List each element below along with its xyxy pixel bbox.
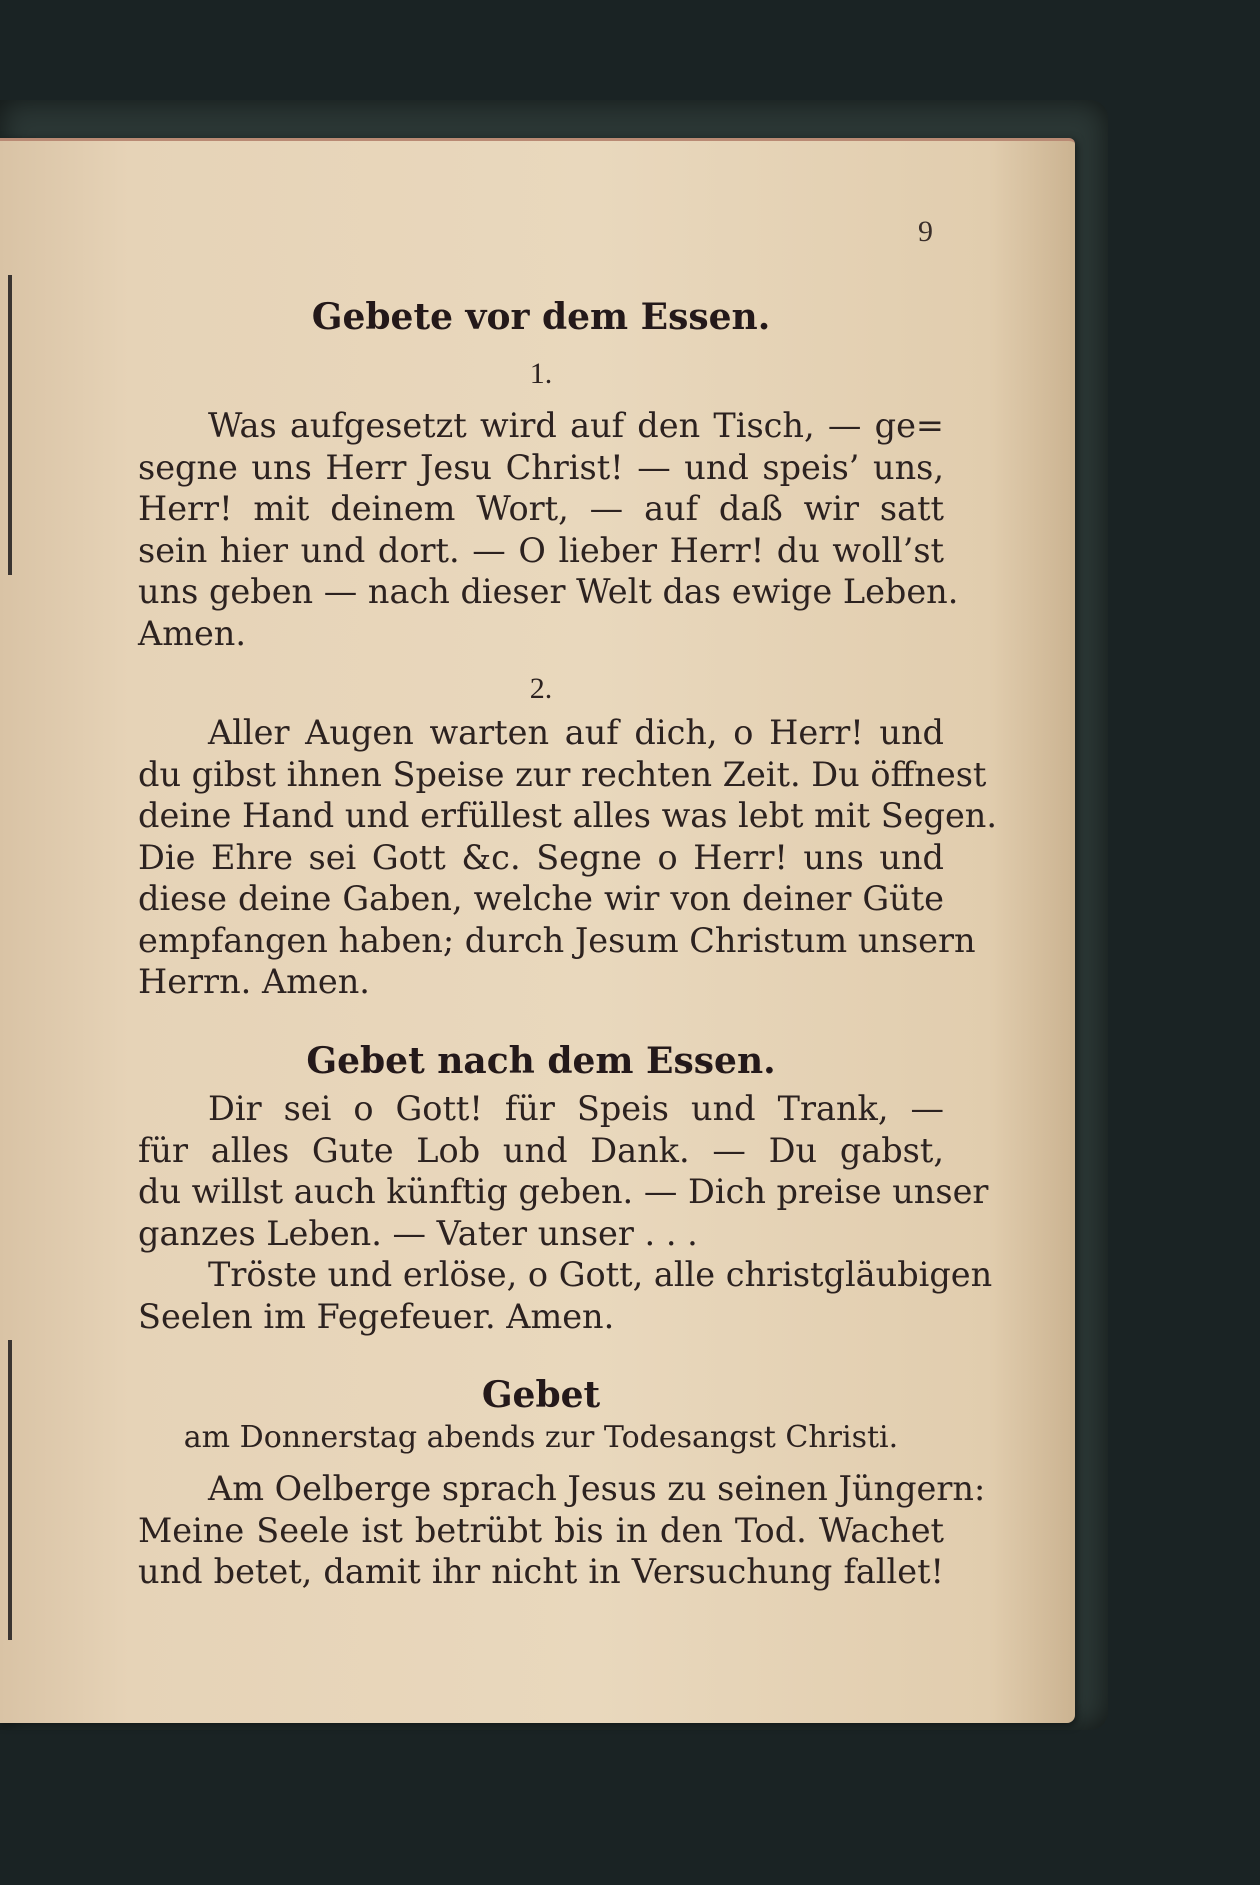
text-line: uns geben — nach dieser Welt das ewige Leben. [138,572,959,611]
text-line: Amen. [138,613,247,653]
text-line: und betet, damit ihr nicht in Versuchung fallet! [138,1552,944,1591]
text-line: sein hier und dort. — O lieber Herr! du woll’st [138,530,944,570]
prayer-text [138,405,959,654]
section-title-thursday: Gebet [481,1374,601,1416]
page-edge-line [8,275,12,575]
prayer-text [138,1088,993,1337]
text-line: du gibst ihnen Speise zur rechten Zeit. Du öffnest [138,754,987,794]
text-line: Die Ehre sei Gott &c. Segne o Herr! uns und [138,837,944,877]
text-line: Aller Augen warten auf dich, o Herr! und [208,713,944,752]
text-line: Am Oelberge sprach Jesus zu seinen Jüngern: [208,1469,986,1508]
section-title-before-meal: Gebete vor dem Essen. [311,296,771,338]
page-edge-line [8,1340,12,1640]
text-line: ganzes Leben. — Vater unser . . . [138,1213,698,1253]
text-line: deine Hand und erfüllest alles was lebt mit Segen. [138,796,998,835]
text-line: segne uns Herr Jesu Christ! — und speis’ uns, [138,447,944,487]
text-line: Tröste und erlöse, o Gott, alle christgläubigen [208,1255,993,1294]
text-line: Herr! mit deinem Wort, — auf daß wir satt [138,489,944,528]
section-title-after-meal: Gebet nach dem Essen. [306,1040,776,1082]
text-line: Seelen im Fegefeuer. Amen. [138,1296,615,1336]
text-line: empfangen haben; durch Jesum Christum unsern [138,920,976,960]
text-line: Herrn. Amen. [138,962,370,1001]
text-line: für alles Gute Lob und Dank. — Du gabst, [138,1130,944,1170]
text-line: Was aufgesetzt wird auf den Tisch, — ge= [208,406,944,445]
text-line: Meine Seele ist betrübt bis in den Tod. Wachet [138,1510,944,1550]
text-line: du willst auch künftig geben. — Dich preise unser [138,1172,989,1211]
page-number: 9 [918,215,933,248]
text-line: Dir sei o Gott! für Speis und Trank, — [208,1089,944,1128]
prayer-text [138,1468,986,1593]
prayer-text [138,712,998,1003]
text-line: diese deine Gaben, welche wir von deiner Güte [138,879,944,918]
section-subtitle: am Donnerstag abends zur Todesangst Christi. [183,1420,899,1455]
prayer-number: 1. [529,357,553,390]
prayer-number: 2. [529,672,553,705]
